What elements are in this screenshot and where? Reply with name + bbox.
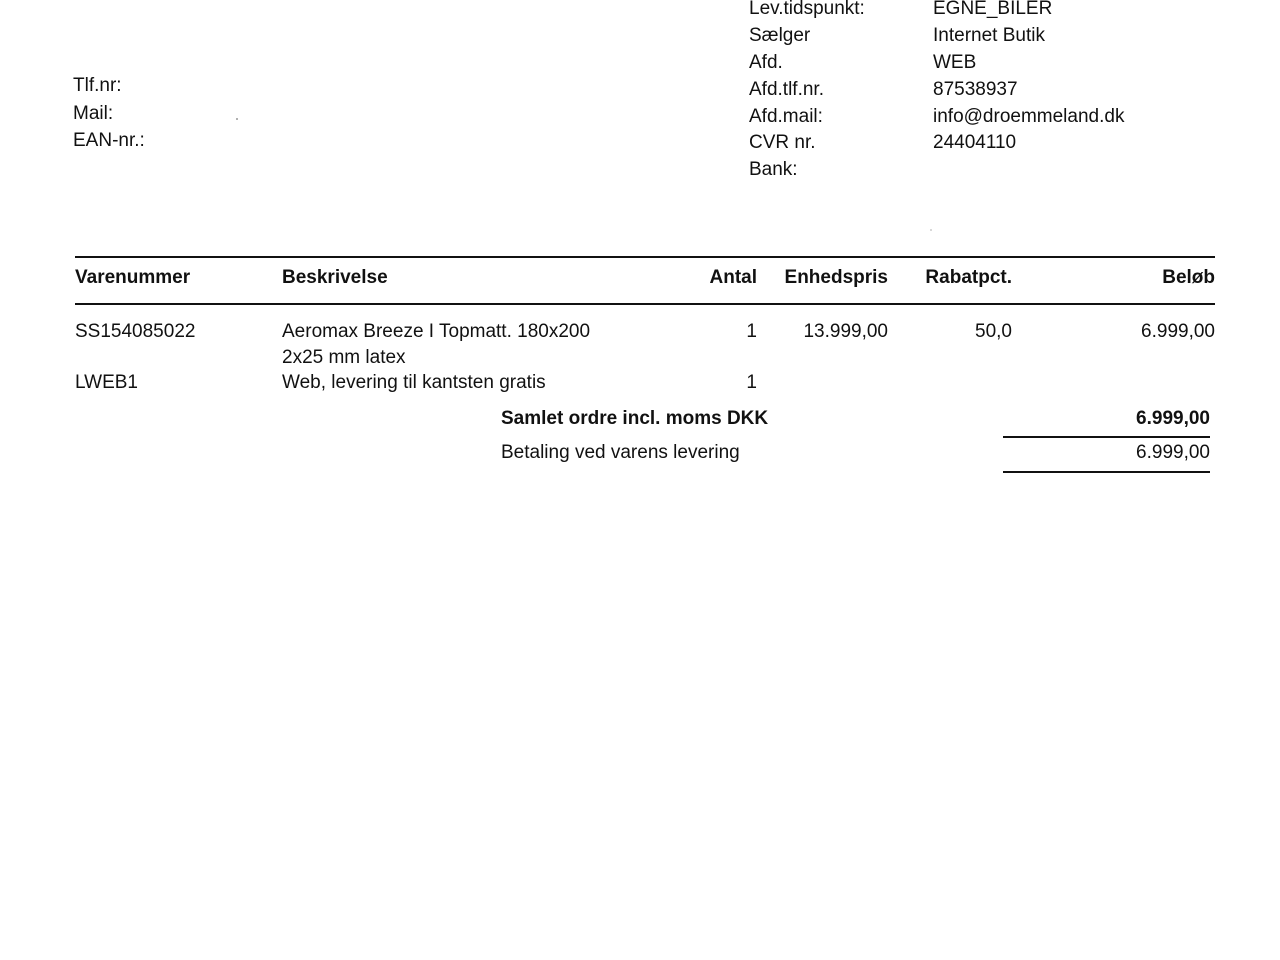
department-label: Afd. [749, 52, 783, 73]
header-unit-price: Enhedspris [784, 267, 888, 288]
seller-value: Internet Butik [933, 25, 1045, 46]
delivery-time-value: EGNE_BILER [933, 0, 1053, 19]
mail-value-speck [236, 118, 238, 120]
department-mail-value: info@droemmeland.dk [933, 106, 1125, 127]
delivery-time-label: Lev.tidspunkt: [749, 0, 865, 19]
header-quantity: Antal [709, 267, 757, 288]
row-amount: 6.999,00 [1141, 321, 1215, 342]
row-unit-price: 13.999,00 [803, 321, 888, 342]
mail-label: Mail: [73, 103, 114, 124]
department-phone-label: Afd.tlf.nr. [749, 79, 824, 100]
ean-label: EAN-nr.: [73, 130, 145, 151]
total-rule [1003, 436, 1210, 438]
row-description-line2: 2x25 mm latex [282, 347, 406, 368]
row-description: Web, levering til kantsten gratis [282, 372, 546, 393]
phone-label: Tlf.nr: [73, 75, 122, 96]
table-header-rule [75, 303, 1215, 305]
department-phone-value: 87538937 [933, 79, 1018, 100]
bank-label: Bank: [749, 159, 798, 180]
cvr-value: 24404110 [933, 132, 1017, 153]
department-value: WEB [933, 52, 977, 73]
row-quantity: 1 [746, 372, 757, 393]
row-quantity: 1 [746, 321, 757, 342]
header-amount: Beløb [1162, 267, 1215, 288]
payment-value: 6.999,00 [1136, 442, 1210, 463]
header-item-no: Varenummer [75, 267, 191, 288]
header-discount: Rabatpct. [925, 267, 1012, 288]
seller-label: Sælger [749, 25, 811, 46]
total-label: Samlet ordre incl. moms DKK [501, 408, 769, 429]
row-item-no: SS154085022 [75, 321, 196, 342]
cvr-label: CVR nr. [749, 132, 816, 153]
total-value: 6.999,00 [1136, 408, 1210, 429]
row-discount: 50,0 [975, 321, 1012, 342]
row-description: Aeromax Breeze I Topmatt. 180x200 [282, 321, 591, 342]
header-description: Beskrivelse [282, 267, 388, 288]
table-top-rule [75, 256, 1215, 258]
speck [930, 229, 932, 231]
payment-rule [1003, 471, 1210, 473]
row-item-no: LWEB1 [75, 372, 139, 393]
department-mail-label: Afd.mail: [749, 106, 823, 127]
payment-label: Betaling ved varens levering [501, 442, 740, 463]
